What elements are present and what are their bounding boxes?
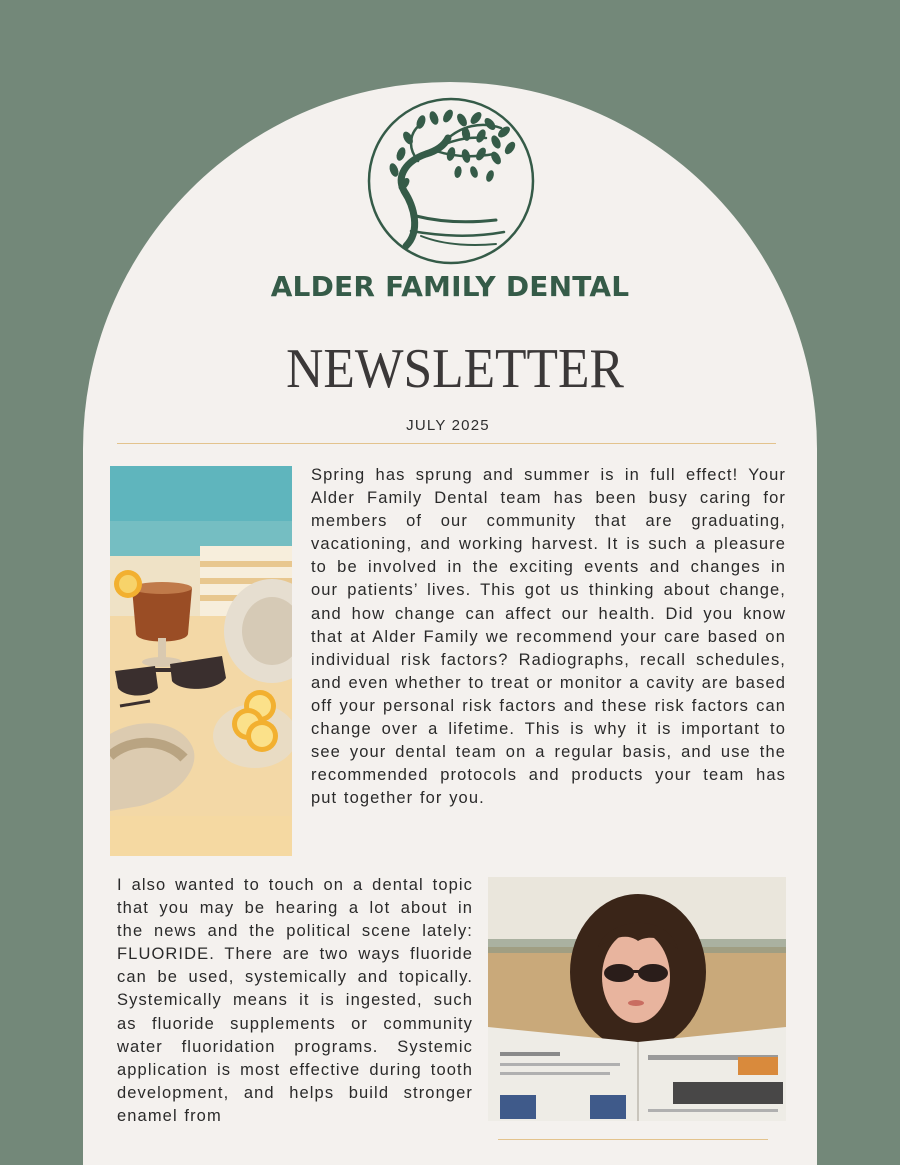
divider-bottom — [498, 1139, 768, 1140]
tree-circle-icon — [366, 96, 536, 266]
reader-photo — [488, 877, 786, 1121]
newsletter-date: JULY 2025 — [406, 417, 490, 434]
brand-name: ALDER FAMILY DENTAL — [270, 270, 630, 303]
intro-paragraph: Spring has sprung and summer is in full effect! Your Alder Family Dental team has been busy caring for members of our community that are graduating, vacationing, and working harvest. It is such a pleasure to be involved in the exciting events and changes in our patients’ lives. This got us thinking about change, and how change can affect our health. Did you know that at Alder Family we recommend your care based on individual risk factors? Radiographs, recall schedules, and even whether to treat or monitor a cavity are based off your personal risk factors and these risk factors can change over a lifetime. This is why it is important to see your dental team on a regular basis, and use the recommended protocols and products your team has put together for you. — [311, 466, 786, 808]
divider-top — [117, 443, 776, 444]
fluoride-paragraph: I also wanted to touch on a dental topic that you may be hearing a lot about in the news and the political scene lately: FLUORIDE. There are two ways fluoride can be used, systemically and topically. Systemically means it is ingested, such as fluoride supplements or community water fluoridation programs. Systemic application is most effective during tooth development, and helps build stronger enamel from — [117, 876, 473, 1125]
beach-scene-photo — [110, 466, 292, 856]
newsletter-title: NEWSLETTER — [286, 338, 624, 400]
